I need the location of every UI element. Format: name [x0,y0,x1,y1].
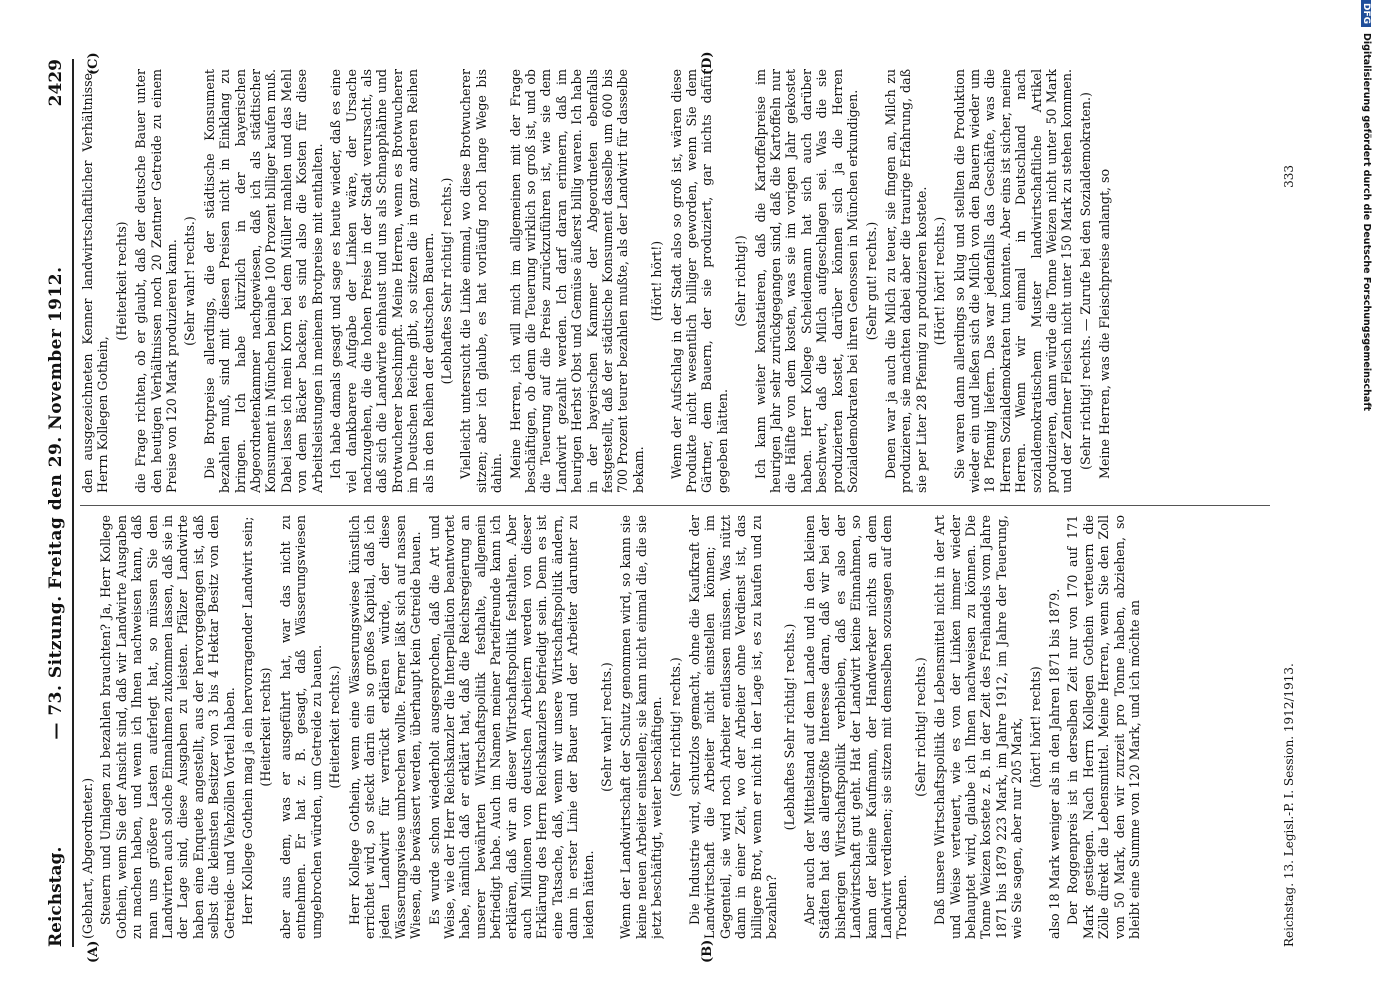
paragraph: Die Industrie wird, schutzlos gemacht, ohne die Kaufkraft der Landwirtschaft die Arbeiter nicht einstellen können; im Gegenteil, sie wird noch Arbeiter entlassen müssen. Was nützt dann in einer Zeit, wo der Arbeiter ohne Verdienst ist, das billigere Brot, wenn er nicht in der Lage ist, es zu kaufen und zu bezahlen? [687,515,780,939]
interjection: (Sehr richtig! rechts.) [912,657,928,797]
paragraph: Herr Kollege Gothein mag ja ein hervorragender Landwirt sein; [240,516,256,925]
interjection: (Lebhaftes Sehr richtig! rechts.) [782,623,798,831]
paragraph: Die Brotpreise allerdings, die der städtische Konsument bezahlen muß, sind mit diesen Preisen nicht in Einklang zu bringen. Ich habe kürzlich in der bayerischen Abgeordnetenkammer nachgewiesen, daß ich als städtischer Konsument in München beinahe 100 Prozent billiger kaufen muß. Dabei lasse ich mein Korn bei dem Müller mahlen und das Mehl von dem Bäcker backen; es sind also die Kosten für diese Arbeitsleistungen in meinem Brotpreise mit enthalten. [201,69,325,493]
margin-marker-d: (D) [700,51,715,75]
paragraph: Herr Kollege Gothein, wenn eine Wässerungswiese künstlich errichtet wird, so steckt darin ein so großes Kapital, daß ich jeden Landwirt für verrückt erklären würde, der diese Wässerungswiese umbrechen wollte. Ferner läßt sich auf nassen Wiesen, die bewässert werden, überhaupt kein Getreide bauen. [346,515,424,939]
paragraph: Ich kann weiter konstatieren, daß die Kartoffelpreise im heurigen Jahr sehr zurückgegangen sind, daß die Kartoffeln nur die Hälfte von dem kosten, was sie im vorigen Jahr gekostet haben. Herr Kollege Scheidemann hat sich auch darüber beschwert, daß die Milch aufgeschlagen sei. Was die sie produzierten kostet, darüber können sich ja die Herren Sozialdemokraten bei ihren Genossen in München erkundigen. [752,69,861,493]
margin-marker-c: (C) [86,52,101,75]
paragraph: (Gebhart, Abgeordneter.) [80,777,95,939]
paragraph: Der Roggenpreis ist in derselben Zeit nur von 170 auf 171 Mark gestiegen. Nach Herrn Kollegen Gothein verteuern die Zölle direkt die Lebensmittel. Meine Herren, wenn Sie den Zoll von 50 Mark, den wir zurzeit pro Tonne haben, abziehen, so bleibt eine Summe von 120 Mark, und ich möchte an [1065,515,1142,939]
paragraph: Meine Herren, was die Fleischpreise anlangt, so [1097,168,1113,479]
interjection: (Sehr richtig! rechts.) [667,657,683,797]
paragraph: also 18 Mark weniger als in den Jahren 1871 bis 1879. [1046,588,1062,939]
interjection: (Sehr richtig!) [733,235,749,327]
paragraph: Steuern und Umlagen zu bezahlen brauchten? Ja, Herr Kollege Gothein, wenn Sie der Ansicht sind, daß wir Landwirte Ausgaben zu machen haben, und wenn ich Ihnen nachweisen kann, daß man uns größere Lasten auferlegt hat, so müssen Sie den Landwirten auch solche Einnahmen zukommen lassen, daß sie in der Lage sind, diese Ausgaben zu leisten. Pfälzer Landwirte haben eine Enquete angestellt, aus der hervorgegangen ist, daß selbst die kleinsten Besitzer von 3 bis 4 Hektar Besitz von den Getreide- und Viehzöllen Vorteil haben. [98,515,237,939]
paragraph: Wenn der Aufschlag in der Stadt also so groß ist, wären diese Produkte nicht wesentlich billiger geworden, wenn Sie dem Gärtner, dem Bauern, der sie produziert, gar nichts dafür gegeben hätten. [668,69,730,493]
interjection: (Hört! hört! rechts.) [932,216,948,346]
paragraph: den ausgezeichneten Kenner landwirtschaftlicher Verhältnisse, Herrn Kollegen Gothein, [80,69,111,493]
paragraph: Vielleicht untersucht die Linke einmal, wo diese Brotwucherer sitzen; aber ich glaube, es hat vorläufig noch lange Wege bis dahin. [458,69,505,493]
paragraph: aber aus dem, was er ausgeführt hat, war das nicht zu entnehmen. Er hat z. B. gesagt, daß Wässerungswiesen umgebrochen würden, um Getreide zu bauen. [277,515,324,939]
interjection: (Heiterkeit rechts.) [327,665,343,789]
digitization-credit [1358,0,1372,1000]
footer-session-info: Reichstag. 13. Legisl.-P. I. Session. 1912/1913. [1282,663,1296,947]
credit-text: Digitalisierung gefördert durch die Deutsche Forschungsgemeinschaft [1361,33,1372,411]
column-divider [80,505,1270,506]
paragraph: Sie waren dann allerdings so klug und stellten die Produktion wieder ein und ließen sich die Milch von den Bauern wieder um 18 Pfennig liefern. Das war jedenfalls das Geschäfte, was die Herren Sozialdemokraten tun konnten. Aber eins ist sicher, meine Herren. Wenn wir einmal in Deutschland nach sozialdemokratischem Muster landwirtschaftliche Artikel produzieren, dann würde die Tonne Weizen nicht unter 50 Mark und der Zentner Fleisch nicht unter 150 Mark zu stehen kommen. [951,69,1075,493]
header-title: — 73. Sitzung. Freitag den 29. November 1912. [46,266,66,740]
header-page-number: 2429 [46,59,66,107]
interjection: (Lebhaftes Sehr richtig! rechts.) [438,177,454,385]
footer-page-number: 333 [1282,165,1296,188]
paragraph: die Frage richten, ob er glaubt, daß der deutsche Bauer unter den heutigen Verhältnissen noch 20 Zentner Getreide zu einem Preise von 120 Mark produzieren kann. [133,69,180,493]
paragraph: Denen war ja auch die Milch zu teuer, sie fingen an, Milch zu produzieren, sie machten dabei aber die traurige Erfahrung, daß sie per Liter 28 Pfennig zu produzieren kostete. [882,69,929,493]
dfg-logo-badge: DFG [1361,0,1371,27]
header-left: Reichstag. [46,846,66,947]
margin-marker-a: (A) [86,940,101,963]
rotated-document-page [36,45,1326,965]
right-text-column [80,69,1270,493]
interjection: (Sehr wahr! rechts.) [599,662,614,792]
paragraph: Meine Herren, ich will mich im allgemeinen mit der Frage beschäftigen, ob denn die Teuerung wirklich so groß ist, und ob die Teuerung auf die Preise zurückzuführen ist, wie sie dem Landwirt gezahlt werden. Ich darf daran erinnern, daß im heurigen Herbst Obst und Gemüse äußerst billig waren. Ich habe in der bayerischen Kammer der Abgeordneten ebenfalls festgestellt, daß der städtische Konsument dasselbe um 600 bis 700 Prozent teurer bezahlen mußte, als der Landwirt für dasselbe bekam. [507,69,646,493]
interjection: (Sehr wahr! rechts.) [182,216,198,346]
paragraph: Ich habe damals gesagt und sage es heute wieder, daß es eine viel dankbarere Aufgabe der Linken wäre, der Ursache nachzugehen, die die hohen Preise in der Stadt verursacht, als daß sich die Landwirte einhaust und uns als Schnapphähne und Brotwucherer beschimpft. Meine Herren, wenn es Brotwucherer im Deutschen Reiche gibt, so sitzen die in ganz anderen Reihen als in den Reihen der deutschen Bauern. [328,69,436,493]
interjection: (Heiterkeit rechts) [258,667,274,787]
paragraph: Aber auch der Mittelstand auf dem Lande und in den kleinen Städten hat das allergrößte Interesse daran, daß wir bei der bisherigen Wirtschaftspolitik verbleiben, daß es also der Landwirtschaft gut geht. Hat der Landwirt keine Einnahmen, so kann der kleine Kaufmann, der Handwerker nichts an dem Landwirt verdienen; sie sitzen mit demselben sozusagen auf dem Trocknen. [801,515,910,939]
paragraph: Es wurde schon wiederholt ausgesprochen, daß die Art und Weise, wie der Herr Reichskanzler die Interpellation beantwortet habe, nämlich daß er erklärt hat, daß die Reichsregierung an unserer bewährten Wirtschaftspolitik festhalte, allgemein befriedigt habe. Auch im Namen meiner Parteifreunde kann ich erklären, daß wir an dieser Wirtschaftspolitik festhalten. Aber auch Millionen von deutschen Arbeitern werden von dieser Erklärung des Herrn Reichskanzlers befriedigt sein. Denn es ist eine Tatsache, daß, wenn wir unsere Wirtschaftspolitik ändern, dann in erster Linie der Bauer und der Arbeiter darunter zu leiden hätten. [426,515,596,939]
interjection: (Hört! hört!) [649,240,665,322]
interjection: (Heiterkeit rechts) [113,221,129,341]
paragraph: Wenn der Landwirtschaft der Schutz genommen wird, so kann sie keine neuen Arbeiter einstellen; sie kann nicht einmal die, die sie jetzt beschäftigt, weiter beschäftigen. [618,515,665,939]
paragraph: Daß unsere Wirtschaftspolitik die Lebensmittel nicht in der Art und Weise verteuert, wie es von der Linken immer wieder behauptet wird, glaube ich Ihnen nachweisen zu können. Die Tonne Weizen kostete z. B. in der Zeit des Freihandels vom Jahre 1871 bis 1879 223 Mark, im Jahre 1912, im Jahre der Teuerung, wie Sie sagen, aber nur 205 Mark, [932,515,1025,939]
interjection: (Sehr richtig! rechts. — Zurufe bei den Sozialdemokraten.) [1077,92,1093,470]
interjection: (hört! hört! rechts) [1027,666,1043,788]
margin-marker-b: (B) [700,939,715,963]
left-text-column [80,515,1270,939]
page-header [46,59,74,947]
interjection: (Sehr gut! rechts.) [863,221,879,341]
